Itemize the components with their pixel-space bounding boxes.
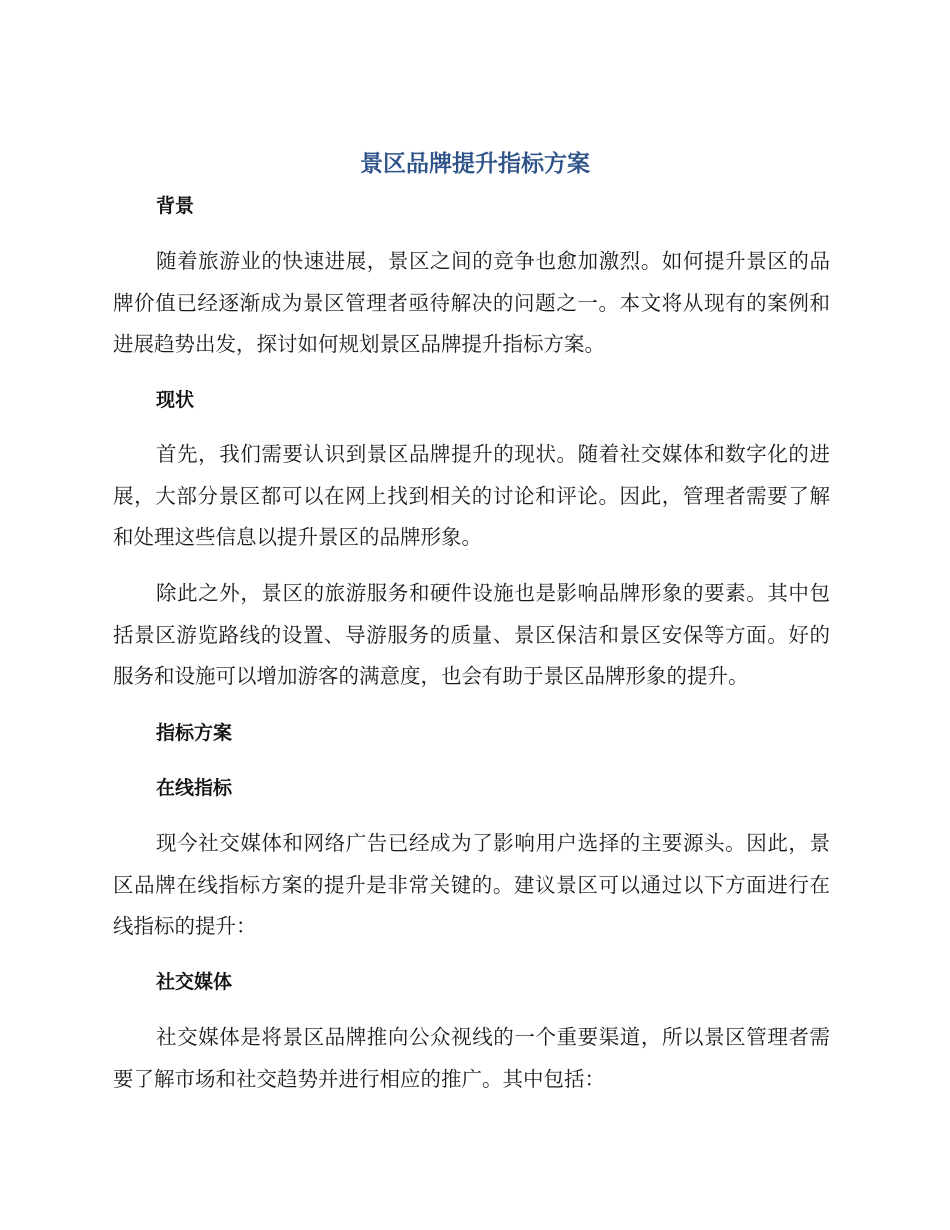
section-heading-status: 现状 (156, 389, 195, 411)
section-heading-social-media: 社交媒体 (156, 971, 233, 993)
paragraph-background: 随着旅游业的快速进展，景区之间的竞争也愈加激烈。如何提升景区的品牌价值已经逐渐成为景区管理者亟待解决的问题之一。本文将从现有的案例和进展趋势出发，探讨如何规划景区品牌提升指标方案。 (113, 249, 830, 356)
section-heading-online-indicators: 在线指标 (156, 777, 233, 799)
paragraph-status-2: 除此之外，景区的旅游服务和硬件设施也是影响品牌形象的要素。其中包括景区游览路线的设置、导游服务的质量、景区保洁和景区安保等方面。好的服务和设施可以增加游客的满意度，也会有助于景区品牌形象的提升。 (113, 581, 830, 688)
paragraph-status-1: 首先，我们需要认识到景区品牌提升的现状。随着社交媒体和数字化的进展，大部分景区都可以在网上找到相关的讨论和评论。因此，管理者需要了解和处理这些信息以提升景区的品牌形象。 (113, 442, 830, 549)
document-title: 景区品牌提升指标方案 (360, 151, 590, 177)
section-heading-background: 背景 (156, 195, 195, 217)
section-heading-indicator-plan: 指标方案 (156, 722, 233, 744)
paragraph-online-indicators: 现今社交媒体和网络广告已经成为了影响用户选择的主要源头。因此，景区品牌在线指标方案的提升是非常关键的。建议景区可以通过以下方面进行在线指标的提升： (113, 831, 830, 938)
paragraph-social-media: 社交媒体是将景区品牌推向公众视线的一个重要渠道，所以景区管理者需要了解市场和社交趋势并进行相应的推广。其中包括： (113, 1025, 830, 1091)
